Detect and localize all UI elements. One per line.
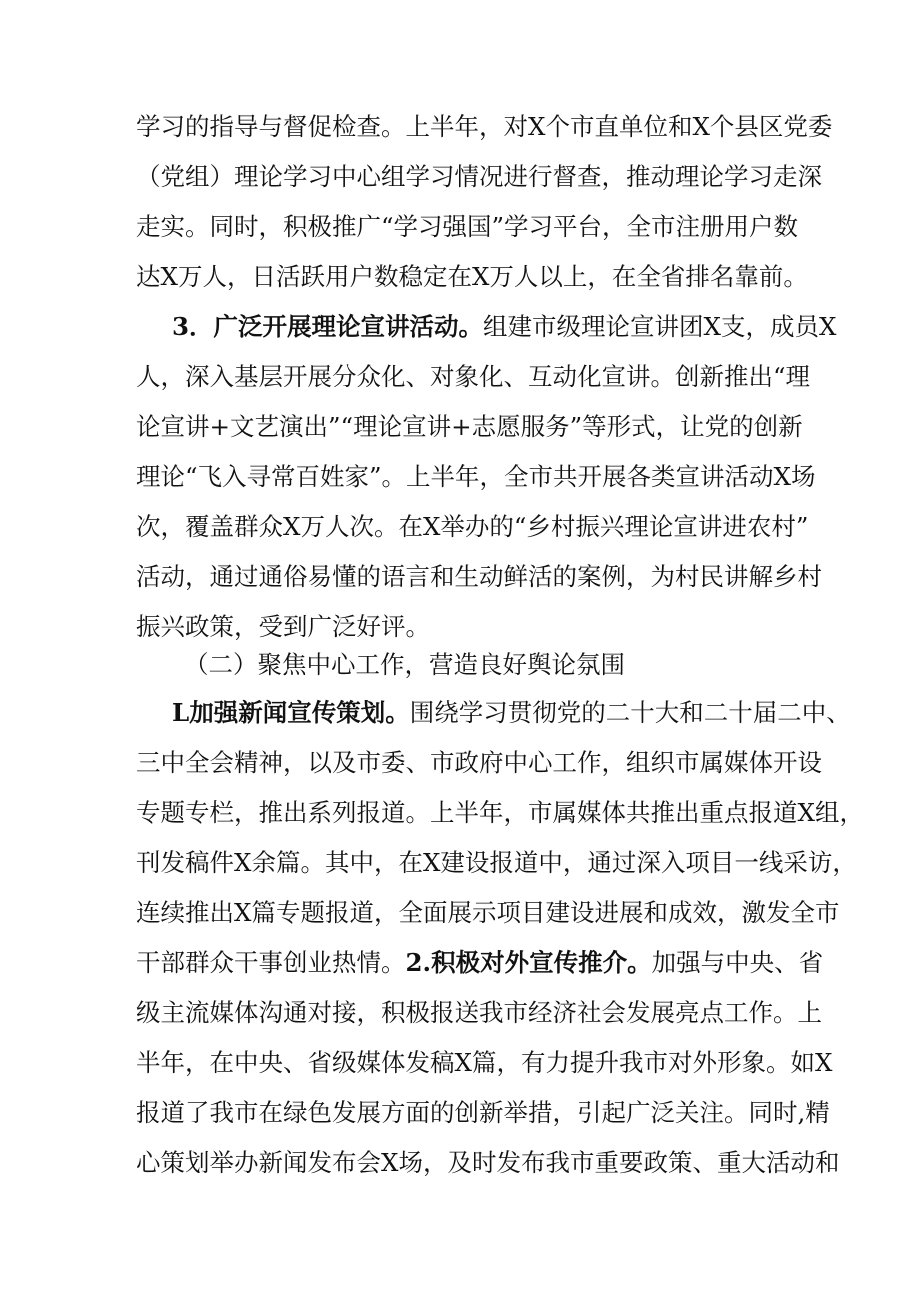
paragraph-line: 次，覆盖群众X万人次。在X举办的“乡村振兴理论宣讲进农村” <box>136 512 809 541</box>
paragraph-text: 围绕学习贯彻党的二十大和二十届二中、 <box>409 698 851 727</box>
section-heading: （二）聚焦中心工作，营造良好舆论氛围 <box>184 650 625 679</box>
item-heading: 2.积极对外宣传推介。 <box>405 948 652 977</box>
item-heading: L加强新闻宣传策划。 <box>172 698 410 727</box>
paragraph-line: 专题专栏，推出系列报道。上半年，市属媒体共推出重点报道X组， <box>136 798 864 827</box>
paragraph-line: 人，深入基层开展分众化、对象化、互动化宣讲。创新推出“理 <box>136 362 811 391</box>
paragraph-line: 达X万人，日活跃用户数稳定在X万人以上，在全省排名靠前。 <box>136 262 808 291</box>
paragraph-line: 连续推出X篇专题报道，全面展示项目建设进展和成效，激发全市 <box>136 898 840 927</box>
paragraph-line: 理论“飞入寻常百姓家”。上半年，全市共开展各类宣讲活动X场 <box>136 462 816 491</box>
paragraph-line: 走实。同时，积极推广“学习强国”学习平台，全市注册用户数 <box>136 212 799 241</box>
paragraph-line: （党组）理论学习中心组学习情况进行督查，推动理论学习走深 <box>136 162 822 191</box>
paragraph-line: 活动，通过通俗易懂的语言和生动鲜活的案例，为村民讲解乡村 <box>136 562 822 591</box>
paragraph-line: 报道了我市在绿色发展方面的创新举措，引起广泛关注。同时,精 <box>136 1098 830 1127</box>
paragraph-line <box>172 693 851 733</box>
paragraph-line: 论宣讲+文艺演出”“理论宣讲+志愿服务”等形式，让党的创新 <box>136 412 803 441</box>
paragraph-line <box>172 307 837 347</box>
paragraph-text: 加强与中央、省 <box>651 948 824 977</box>
item-heading: 3．广泛开展理论宣讲活动。 <box>172 312 484 341</box>
paragraph-line: 心策划举办新闻发布会X场，及时发布我市重要政策、重大活动和 <box>136 1148 840 1177</box>
paragraph-line: 三中全会精神，以及市委、市政府中心工作，组织市属媒体开设 <box>136 748 822 777</box>
paragraph-text: 组建市级理论宣讲团X支，成员X <box>483 312 837 341</box>
paragraph-text: 干部群众干事创业热情。 <box>136 948 406 977</box>
paragraph-line: 振兴政策，受到广泛好评。 <box>136 612 430 641</box>
paragraph-line: 半年，在中央、省级媒体发稿X篇，有力提升我市对外形象。如X <box>136 1048 833 1077</box>
paragraph-line: 刊发稿件X余篇。其中，在X建设报道中，通过深入项目一线采访， <box>136 848 857 877</box>
paragraph-line: 级主流媒体沟通对接，积极报送我市经济社会发展亮点工作。上 <box>136 998 822 1027</box>
paragraph-line <box>136 943 824 983</box>
paragraph-line: 学习的指导与督促检查。上半年，对X个市直单位和X个县区党委 <box>136 112 833 141</box>
